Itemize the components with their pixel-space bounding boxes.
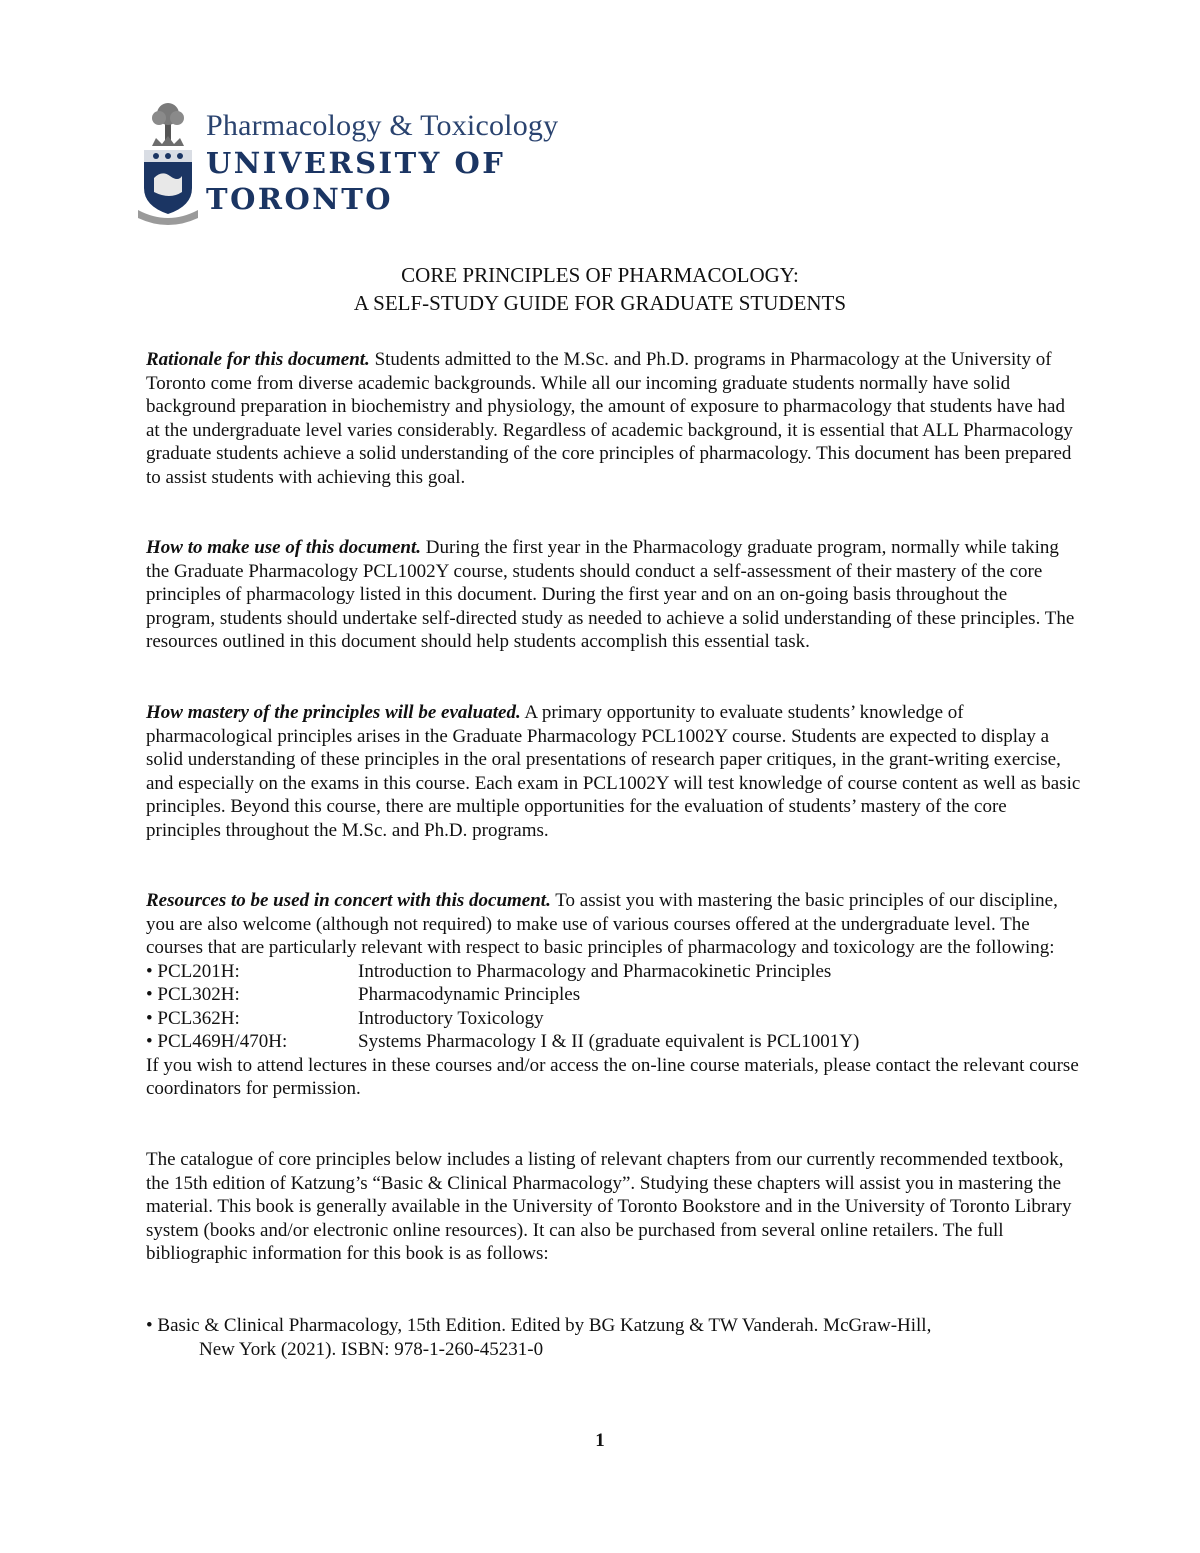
course-code: • PCL302H: [146, 984, 240, 1005]
rationale-body: Students admitted to the M.Sc. and Ph.D. programs in Pharmacology at the University of Toronto come from diverse academic backgrounds. While all our incoming graduate students normally have solid background preparation in biochemistry and physiology, the amount of exposure to pharmacology that students have had at the undergraduate level varies considerably. Regardless of academic background, it is essential that ALL Pharmacology graduate students achieve a solid understanding of the core principles of pharmacology. This document has been prepared to assist students with achieving this goal. [146, 349, 1073, 488]
evaluation-body: A primary opportunity to evaluate students’ knowledge of pharmacological principles arises in the Graduate Pharmacology PCL1002Y course. Students are expected to display a solid understanding of these principles in the oral presentations of research paper critiques, in the grant-writing exercise, and especially on the exams in this course. Each exam in PCL1002Y will test knowledge of course content as well as basic principles. Beyond this course, there are multiple opportunities for the evaluation of students’ mastery of the core principles throughout the M.Sc. and Ph.D. programs. [146, 702, 1081, 841]
textbook-reference [146, 1314, 1081, 1361]
course-list [146, 960, 1081, 1054]
course-name: Pharmacodynamic Principles [358, 984, 581, 1005]
department-name: Pharmacology & Toxicology [206, 108, 559, 142]
page-title-line-2: A SELF-STUDY GUIDE FOR GRADUATE STUDENTS [353, 291, 847, 315]
university-name: UNIVERSITY OF TORONTO [206, 145, 506, 216]
how-to-use-body: During the first year in the Pharmacology graduate program, normally while taking the Graduate Pharmacology PCL1002Y course, students should conduct a self-assessment of their mastery of the core principles of pharmacology listed in this document. During the first year and on an on-going basis throughout the program, students should undertake self-directed study as needed to achieve a solid understanding of these principles. The resources outlined in this document should help students accomplish this essential task. [146, 537, 1075, 652]
rationale-section [146, 348, 1081, 489]
reference-line-2: New York (2021). ISBN: 978-1-260-45231-0 [199, 1338, 544, 1360]
course-code: • PCL201H: [146, 960, 240, 982]
evaluation-heading: How mastery of the principles will be evaluated. [146, 702, 521, 723]
list-item [146, 983, 1081, 1007]
university-crest-icon [138, 100, 198, 225]
page-number: 1 [595, 1430, 605, 1451]
how-to-use-section [146, 536, 1081, 654]
resources-section [146, 889, 1081, 1101]
course-name: Introductory Toxicology [358, 1007, 544, 1029]
course-name: Systems Pharmacology I & II (graduate equivalent is PCL1001Y) [358, 1031, 860, 1052]
resources-heading: Resources to be used in concert with this document. [146, 890, 551, 911]
list-item [146, 1030, 1081, 1054]
page-title-line-1: CORE PRINCIPLES OF PHARMACOLOGY: [401, 263, 799, 287]
catalogue-paragraph: The catalogue of core principles below includes a listing of relevant chapters from our currently recommended textbook, the 15th edition of Katzung’s “Basic & Clinical Pharmacology”. Studying these chapters will assist you in mastering the material. This book is generally available in the University of Toronto Bookstore and in the University of Toronto Library system (books and/or electronic online resources). It can also be purchased from several online retailers. The full bibliographic information for this book is as follows: [146, 1149, 1072, 1264]
resources-body: To assist you with mastering the basic principles of our discipline, you are also welcome (although not required) to make use of various courses offered at the undergraduate level. The courses that are particularly relevant with respect to basic principles of pharmacology and toxicology are the following: [146, 890, 1058, 958]
list-item [146, 960, 1081, 984]
reference-line-1: • Basic & Clinical Pharmacology, 15th Edition. Edited by BG Katzung & TW Vanderah. McGraw-Hill, [146, 1315, 932, 1336]
evaluation-section [146, 701, 1081, 842]
how-to-use-heading: How to make use of this document. [146, 537, 421, 558]
list-item [146, 1007, 1081, 1031]
rationale-heading: Rationale for this document. [146, 349, 370, 370]
resources-after-text: If you wish to attend lectures in these courses and/or access the on-line course materials, please contact the relevant course coordinators for permission. [146, 1054, 1079, 1099]
department-logo [138, 100, 686, 225]
course-code: • PCL469H/470H: [146, 1031, 288, 1052]
course-code: • PCL362H: [146, 1007, 240, 1029]
course-name: Introduction to Pharmacology and Pharmacokinetic Principles [358, 960, 832, 982]
